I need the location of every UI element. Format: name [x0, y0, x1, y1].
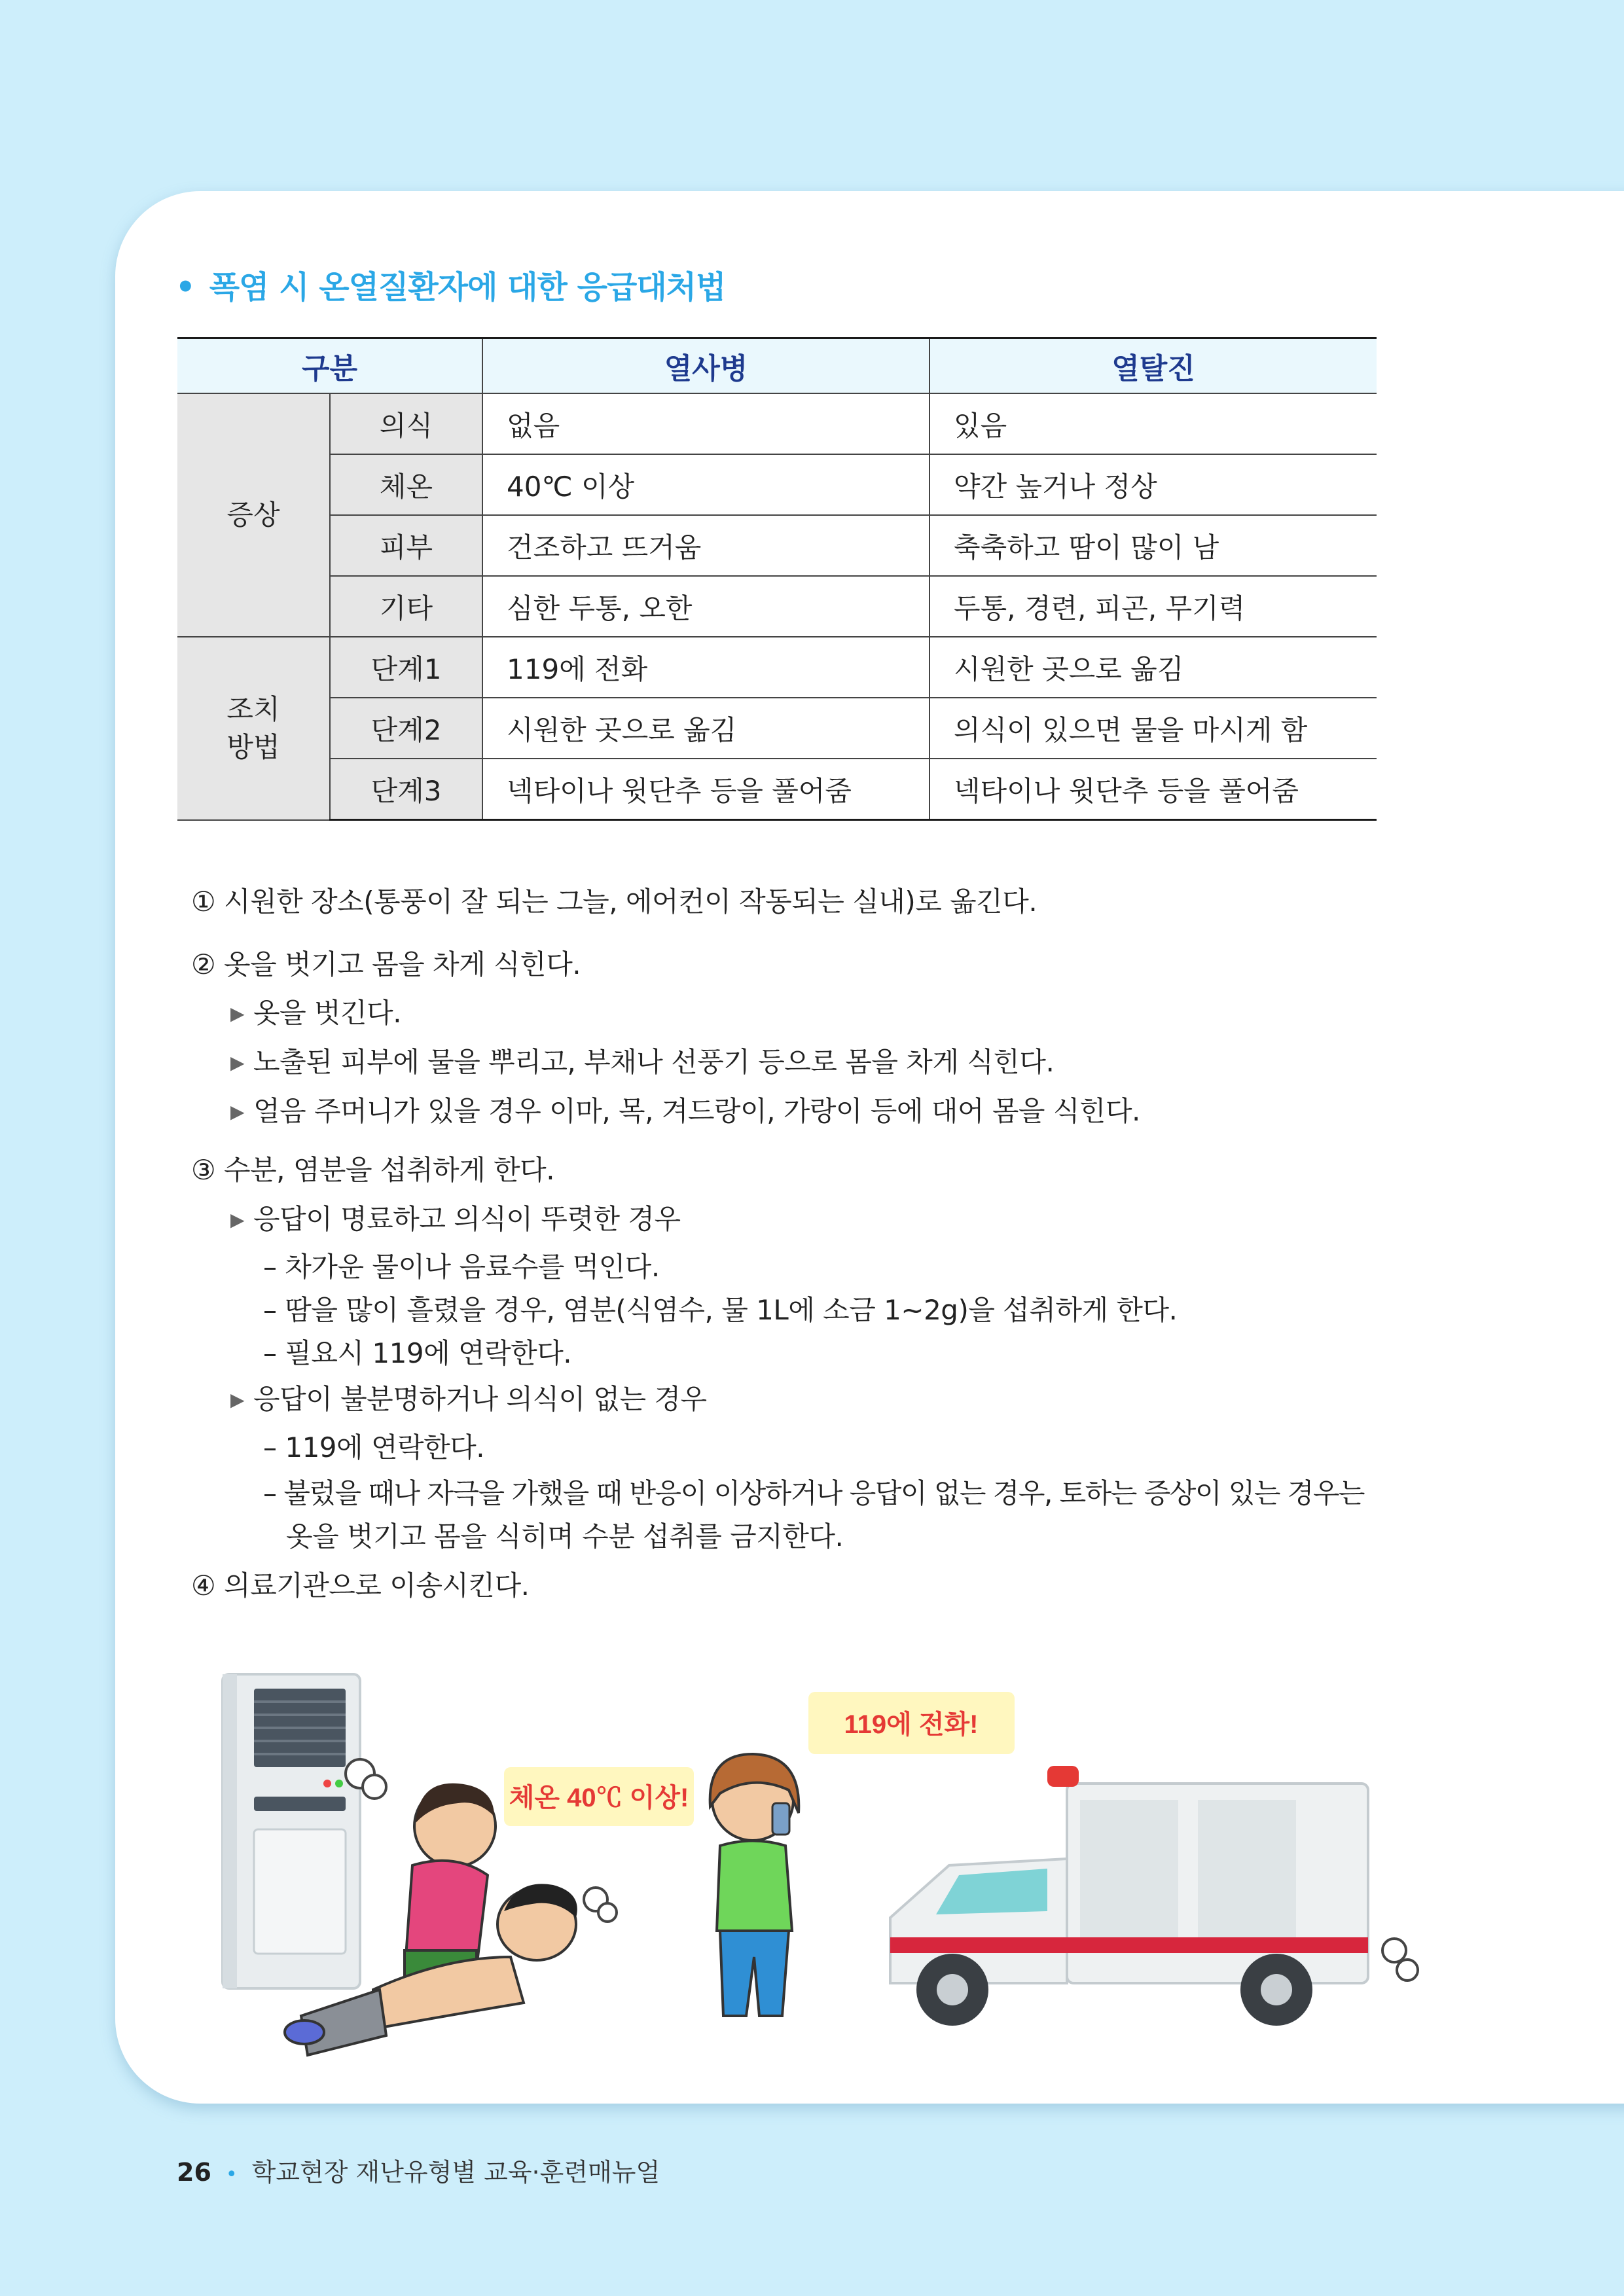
step-2-item-text: 옷을 벗긴다. — [253, 997, 402, 1029]
table-row — [177, 759, 1377, 820]
section-title-text: 폭염 시 온열질환자에 대한 응급대처법 — [209, 269, 726, 306]
step-2-item-text: 노출된 피부에 물을 뿌리고, 부채나 선풍기 등으로 몸을 차게 식힌다. — [253, 1046, 1055, 1078]
caller-person-icon — [710, 1754, 799, 2016]
row-label: 체온 — [330, 454, 482, 515]
step-3-case-text: 응답이 불분명하거나 의식이 없는 경우 — [253, 1383, 707, 1415]
step-3-detail: – 불렀을 때나 자극을 가했을 때 반응이 이상하거나 응답이 없는 경우, 토하는 증상이 있는 경우는 — [263, 1477, 1364, 1509]
page-footer — [177, 2152, 660, 2188]
step-3-detail: – 차가운 물이나 음료수를 먹인다. — [263, 1251, 660, 1283]
temperature-bubble — [504, 1767, 694, 1826]
row-label: 단계3 — [330, 759, 482, 820]
call-bubble — [808, 1692, 1015, 1754]
step-3-detail: 옷을 벗기고 몸을 식히며 수분 섭취를 금지한다. — [286, 1520, 844, 1552]
step-2-item — [230, 1041, 1054, 1080]
step-3-case — [230, 1198, 681, 1237]
footer-dot-icon: • — [225, 2163, 238, 2186]
triangle-bullet-icon: ▶ — [230, 1389, 245, 1410]
header-category: 구분 — [177, 338, 482, 394]
table-row — [177, 393, 1377, 454]
cell-heatstroke: 119에 전화 — [482, 637, 929, 698]
first-aid-table — [177, 337, 1377, 821]
step-2-item-text: 얼음 주머니가 있을 경우 이마, 목, 겨드랑이, 가랑이 등에 대어 몸을 식힌다. — [253, 1095, 1140, 1127]
row-label: 단계2 — [330, 698, 482, 759]
cell-exhaustion: 넥타이나 윗단추 등을 풀어줌 — [929, 759, 1377, 820]
cell-heatstroke: 건조하고 뜨거움 — [482, 515, 929, 576]
group-symptoms: 증상 — [177, 393, 330, 637]
table-row — [177, 637, 1377, 698]
step-3-case-text: 응답이 명료하고 의식이 뚜렷한 경우 — [253, 1203, 681, 1235]
helper-person-icon — [405, 1784, 496, 1977]
table-header-row — [177, 338, 1377, 394]
cell-heatstroke: 넥타이나 윗단추 등을 풀어줌 — [482, 759, 929, 820]
step-2-item — [230, 992, 401, 1031]
table-row — [177, 576, 1377, 637]
ambulance-icon — [890, 1766, 1368, 2026]
step-3-case — [230, 1378, 707, 1417]
cell-heatstroke: 시원한 곳으로 옮김 — [482, 698, 929, 759]
table-row — [177, 454, 1377, 515]
cell-heatstroke: 심한 두통, 오한 — [482, 576, 929, 637]
triangle-bullet-icon: ▶ — [230, 1209, 245, 1230]
row-label: 기타 — [330, 576, 482, 637]
cell-exhaustion: 시원한 곳으로 옮김 — [929, 637, 1377, 698]
row-label: 의식 — [330, 393, 482, 454]
cell-heatstroke: 40℃ 이상 — [482, 454, 929, 515]
row-label: 피부 — [330, 515, 482, 576]
header-heatstroke: 열사병 — [482, 338, 929, 394]
step-3-detail: – 119에 연락한다. — [263, 1431, 485, 1463]
table-row — [177, 698, 1377, 759]
group-measures: 조치 방법 — [177, 637, 330, 820]
cell-exhaustion: 약간 높거나 정상 — [929, 454, 1377, 515]
step-3-detail: – 필요시 119에 연락한다. — [263, 1337, 572, 1369]
table-row — [177, 515, 1377, 576]
section-title — [175, 262, 725, 307]
page-number: 26 — [177, 2158, 211, 2187]
temperature-bubble-text: 체온 40℃ 이상! — [509, 1784, 689, 1812]
cell-exhaustion: 있음 — [929, 393, 1377, 454]
call-bubble-text: 119에 전화! — [844, 1710, 979, 1739]
bullet-dot-icon: • — [175, 269, 195, 306]
cell-exhaustion: 축축하고 땀이 많이 남 — [929, 515, 1377, 576]
air-conditioner-icon — [223, 1674, 360, 1988]
row-label: 단계1 — [330, 637, 482, 698]
step-3: ③ 수분, 염분을 섭취하게 한다. — [191, 1154, 555, 1186]
cell-exhaustion: 두통, 경련, 피곤, 무기력 — [929, 576, 1377, 637]
cell-heatstroke: 없음 — [482, 393, 929, 454]
step-2: ② 옷을 벗기고 몸을 차게 식힌다. — [191, 948, 581, 980]
step-1: ① 시원한 장소(통풍이 잘 되는 그늘, 에어컨이 작동되는 실내)로 옮긴다. — [191, 886, 1038, 918]
step-2-item — [230, 1090, 1140, 1129]
triangle-bullet-icon: ▶ — [230, 1003, 245, 1024]
footer-title: 학교현장 재난유형별 교육·훈련매뉴얼 — [251, 2158, 660, 2187]
triangle-bullet-icon: ▶ — [230, 1052, 245, 1073]
cell-exhaustion: 의식이 있으면 물을 마시게 함 — [929, 698, 1377, 759]
triangle-bullet-icon: ▶ — [230, 1101, 245, 1122]
step-4: ④ 의료기관으로 이송시킨다. — [191, 1570, 530, 1602]
first-aid-illustration — [196, 1649, 1440, 2068]
header-heat-exhaustion: 열탈진 — [929, 338, 1377, 394]
step-3-detail: – 땀을 많이 흘렸을 경우, 염분(식염수, 물 1L에 소금 1~2g)을 섭취하게 한다. — [263, 1294, 1178, 1326]
